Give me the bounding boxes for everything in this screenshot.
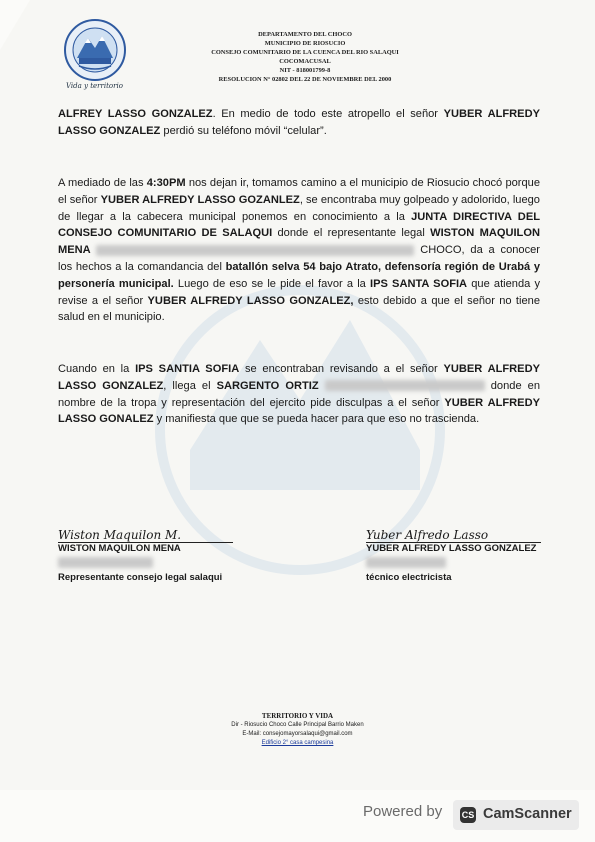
header-line: NIT - 818001799-8 — [279, 67, 331, 74]
clinic-name: IPS SANTIA SOFIA — [135, 363, 240, 375]
cocomacusal-logo — [55, 18, 135, 88]
text-span: . En medio de todo este atropello el señor — [212, 108, 444, 120]
paragraph-1 — [58, 106, 540, 140]
person-name: YUBER ALFREDY LASSO GONZALEZ, — [147, 294, 354, 307]
header-line: RESOLUCION N° 02802 DEL 22 DE NOVIEMBRE DEL 2000 — [218, 76, 392, 83]
redacted-text — [366, 557, 446, 568]
redacted-text — [58, 557, 153, 568]
person-name: ALFREY LASSO GONZALEZ — [58, 108, 213, 120]
powered-by-text: Powered by — [363, 803, 443, 820]
signer-role: técnico electricista — [366, 572, 452, 584]
text-span: Cuando en la — [58, 363, 136, 375]
person-name: YUBER ALFREDY LASSO GOZANLEZ — [100, 193, 300, 206]
header-line: COCOMACUSAL — [279, 58, 331, 65]
logo-tagline: Vida y territorio — [66, 82, 123, 90]
text-span: A mediado de las — [58, 177, 147, 189]
text-span: esto debido a que el señor no tiene salud en el municipio. — [58, 294, 540, 324]
text-span: que atienda y revise a el señor — [58, 277, 541, 307]
handwritten-signature: Wiston Maquilon M. — [58, 528, 233, 543]
folded-corner — [0, 0, 30, 50]
time-value: 4:30PM — [146, 177, 186, 189]
camscanner-icon: CS — [460, 807, 476, 823]
text-span: perdió su teléfono móvil “celular”. — [160, 124, 327, 137]
text-span: , llega el — [163, 379, 217, 392]
paragraph-3 — [58, 361, 540, 428]
person-name: YUBER ALFREDY LASSO GONALEZ — [58, 396, 540, 426]
footer-address: Dir - Riosucio Choco Calle Principal Barrio Maken — [231, 722, 364, 728]
redacted-text — [325, 380, 485, 391]
letterhead — [140, 30, 470, 84]
text-span: se encontraban revisando a el señor — [239, 363, 444, 375]
footer-building-link[interactable]: Edificio 2° casa campesina — [261, 740, 334, 746]
text-span: , se encontraba muy golpeado y adolorido, luego de llegar a la cabecera municipal ponemos en conocimiento a la — [58, 193, 540, 223]
text-span: nos dejan ir, tomamos camino a el municipio de Riosucio chocó porque el señor — [58, 177, 540, 206]
camscanner-brand: CamScanner — [483, 806, 572, 822]
signer-role: Representante consejo legal salaqui — [58, 572, 223, 584]
person-name: YUBER ALFREDY LASSO GONZALEZ — [58, 108, 540, 137]
signer-name: YUBER ALFREDY LASSO GONZALEZ — [366, 543, 537, 554]
paragraph-2 — [58, 175, 540, 326]
organization-name: JUNTA DIRECTIVA DEL CONSEJO COMUNITARIO DE SALAQUI — [58, 210, 540, 240]
text-span: donde en nombre de la tropa y representación del ejercito pide disculpas a el señor — [58, 379, 541, 409]
header-line: DEPARTAMENTO DEL CHOCO — [258, 31, 352, 38]
signature-block-left — [58, 528, 233, 583]
header-line: CONSEJO COMUNITARIO DE LA CUENCA DEL RIO SALAQUI — [211, 49, 399, 56]
text-span: y manifiesta que que se pueda hacer para que eso no trascienda. — [153, 413, 480, 426]
footer-title: TERRITORIO Y VIDA — [261, 712, 334, 720]
text-span: Luego de eso se le pide el favor a la — [173, 277, 370, 290]
signer-name: WISTON MAQUILON MENA — [58, 543, 181, 554]
footer-email: E-Mail: consejomayorsalaqui@gmail.com — [242, 731, 353, 737]
camscanner-badge[interactable] — [453, 800, 579, 830]
clinic-name: IPS SANTA SOFIA — [370, 277, 468, 290]
text-span: donde el representante legal — [272, 227, 431, 240]
redacted-text — [96, 245, 414, 256]
person-name: YUBER ALFREDY LASSO GONZALEZ — [58, 363, 540, 392]
institution-names: batallón selva 54 bajo Atrato, defensoría región de Urabá y personería municipal. — [58, 260, 541, 290]
handwritten-signature: Yuber Alfredo Lasso — [366, 528, 541, 543]
person-name: SARGENTO ORTIZ — [216, 379, 319, 392]
signature-block-right — [366, 528, 541, 583]
header-line: MUNICIPIO DE RIOSUCIO — [264, 40, 346, 47]
letter-footer — [0, 712, 595, 748]
text-span: CHOCO, da a conocer los hechos a la comandancia del — [58, 244, 540, 273]
person-name: WISTON MAQUILON MENA — [58, 227, 540, 257]
